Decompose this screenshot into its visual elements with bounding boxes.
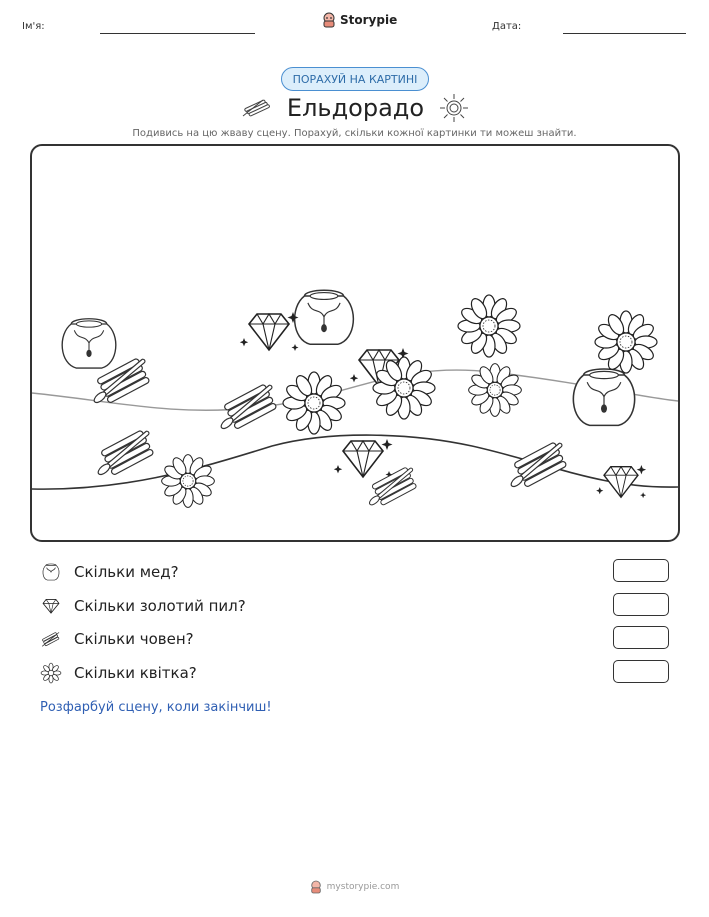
instructions: Подивись на цю жваву сцену. Порахуй, скільки кожної картинки ти можеш знайти.: [132, 128, 577, 139]
question-text: Скільки квітка?: [74, 664, 197, 682]
title-row: [0, 92, 709, 124]
raft-icon: [239, 96, 273, 120]
sun-icon: [438, 92, 470, 124]
footer: [0, 880, 709, 894]
question-honey: [40, 561, 179, 583]
flower-4: [469, 364, 522, 417]
date-line[interactable]: [563, 33, 686, 34]
answer-box-raft[interactable]: [613, 626, 669, 649]
question-raft: [40, 628, 194, 650]
question-text: Скільки човен?: [74, 630, 194, 648]
honey-pot-1: [62, 319, 116, 368]
scene-drawing: [32, 146, 678, 540]
footer-link[interactable]: mystorypie.com: [326, 882, 400, 892]
brand-name: Storypie: [340, 13, 398, 27]
answer-box-honey[interactable]: [613, 559, 669, 582]
raft-5: [509, 441, 567, 488]
answer-box-diamond[interactable]: [613, 593, 669, 616]
storypie-mascot-icon: [322, 12, 336, 28]
question-text: Скільки мед?: [74, 563, 179, 581]
honey-pot-3: [573, 369, 634, 425]
raft-3: [96, 429, 154, 476]
diamond-icon: [40, 595, 62, 617]
page-title: Ельдорадо: [286, 94, 425, 122]
coloring-note: Розфарбуй сцену, коли закінчиш!: [40, 700, 272, 715]
flower-1: [458, 295, 520, 357]
date-label: Дата:: [492, 21, 522, 32]
diamond-3: [334, 439, 393, 478]
raft-4: [368, 466, 417, 506]
raft-icon: [40, 628, 62, 650]
question-text: Скільки золотий пил?: [74, 597, 246, 615]
question-flower: [40, 662, 197, 684]
flower-6: [162, 455, 215, 508]
activity-badge: ПОРАХУЙ НА КАРТИНІ: [281, 67, 429, 91]
flower-2: [595, 311, 657, 373]
honey-pot-2: [295, 290, 354, 344]
answer-box-flower[interactable]: [613, 660, 669, 683]
question-diamond: [40, 595, 246, 617]
diamond-4: [596, 465, 646, 498]
brand-logo: [322, 12, 397, 28]
name-line[interactable]: [100, 33, 255, 34]
honey-pot-icon: [40, 561, 62, 583]
name-label: Ім'я:: [22, 21, 45, 32]
diamond-1: [240, 312, 299, 351]
raft-2: [219, 383, 277, 430]
storypie-mascot-icon: [310, 880, 322, 894]
flower-icon: [40, 662, 62, 684]
flower-5: [283, 372, 345, 434]
counting-scene: [30, 144, 680, 542]
